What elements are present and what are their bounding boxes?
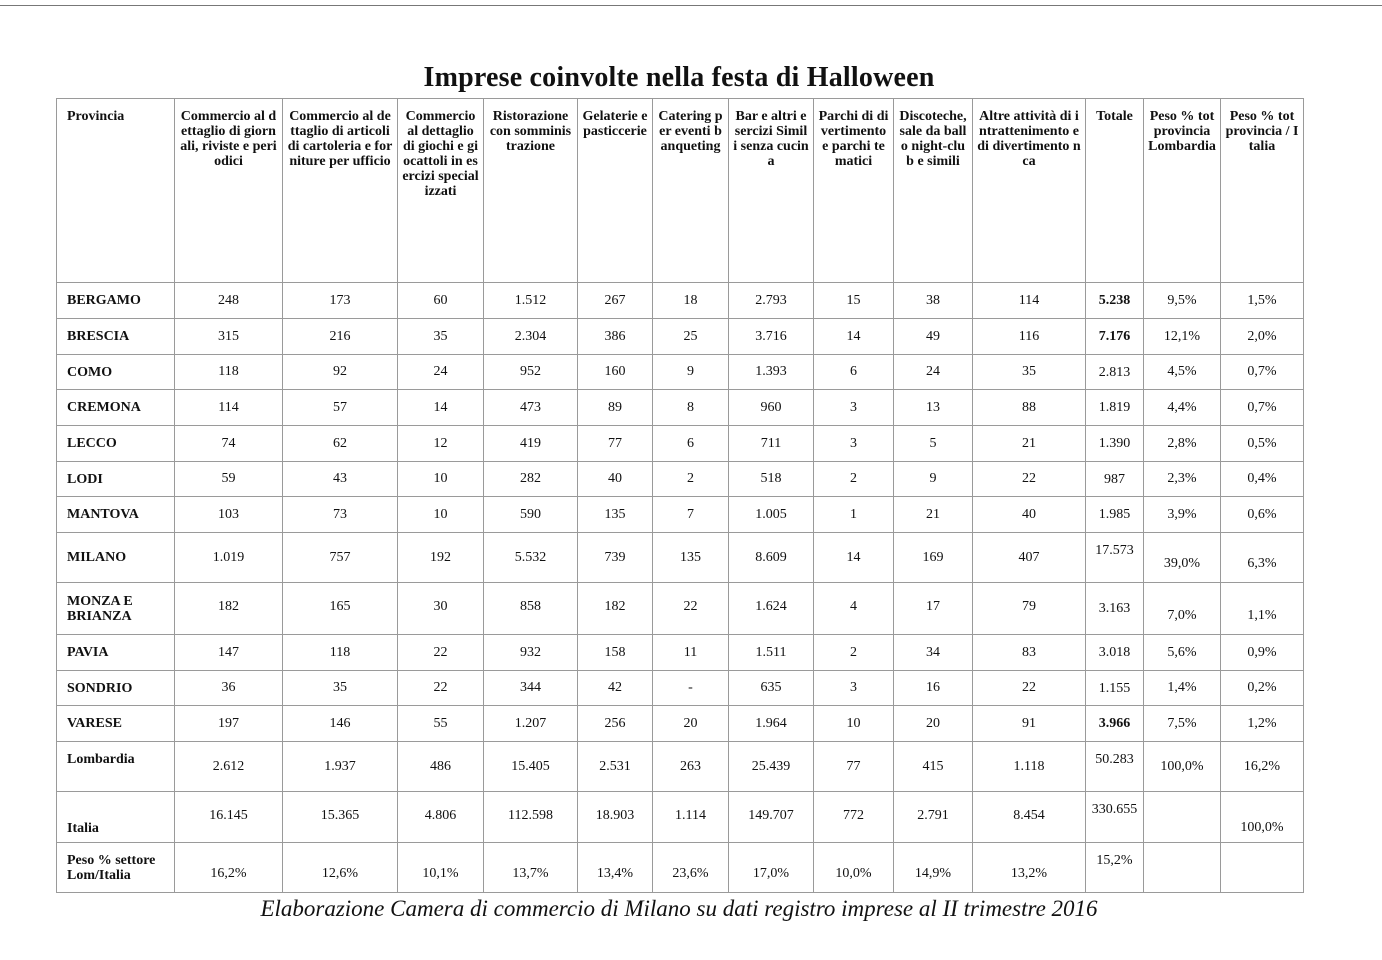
province-name: PAVIA [57, 635, 175, 671]
peso-italia-cell: 100,0% [1221, 792, 1304, 843]
table-cell: 2 [653, 462, 729, 497]
table-cell: 1.511 [729, 635, 814, 671]
table-cell: 2.612 [175, 742, 283, 792]
table-cell: 590 [484, 497, 578, 533]
table-cell: 344 [484, 671, 578, 706]
header-row [57, 99, 1304, 283]
table-cell: 13 [894, 390, 973, 426]
table-cell: 14 [398, 390, 484, 426]
table-cell: 10 [398, 462, 484, 497]
table-cell: 35 [973, 355, 1086, 390]
table-cell: 2 [814, 635, 894, 671]
table-cell: 62 [283, 426, 398, 462]
table-cell: - [653, 671, 729, 706]
table-cell: 15 [814, 283, 894, 319]
peso-italia-cell: 0,7% [1221, 390, 1304, 426]
table-cell: 4 [814, 583, 894, 635]
table-cell: 282 [484, 462, 578, 497]
table-cell: 118 [175, 355, 283, 390]
total-cell: 1.985 [1086, 497, 1144, 533]
table-cell: 88 [973, 390, 1086, 426]
table-cell: 5 [894, 426, 973, 462]
table-cell: 49 [894, 319, 973, 355]
table-cell: 35 [283, 671, 398, 706]
province-name: MILANO [57, 533, 175, 583]
table-cell: 160 [578, 355, 653, 390]
table-cell: 6 [653, 426, 729, 462]
table-cell: 739 [578, 533, 653, 583]
table-cell: 315 [175, 319, 283, 355]
col-header-giochi: Commercio al dettaglio di giochi e giocattoli in esercizi specializzati [398, 99, 484, 283]
table-cell: 8.454 [973, 792, 1086, 843]
province-name: BRESCIA [57, 319, 175, 355]
table-cell: 1.937 [283, 742, 398, 792]
table-cell: 59 [175, 462, 283, 497]
table-cell: 13,4% [578, 843, 653, 893]
table-cell: 18.903 [578, 792, 653, 843]
peso-lombardia-cell: 4,5% [1144, 355, 1221, 390]
peso-italia-cell: 0,9% [1221, 635, 1304, 671]
table-cell: 73 [283, 497, 398, 533]
province-name: VARESE [57, 706, 175, 742]
source-note: Elaborazione Camera di commercio di Milano su dati registro imprese al II trimestre 2016 [260, 896, 1098, 921]
table-cell: 10 [814, 706, 894, 742]
table-cell: 1 [814, 497, 894, 533]
peso-italia-cell: 16,2% [1221, 742, 1304, 792]
table-cell: 197 [175, 706, 283, 742]
top-rule [0, 5, 1382, 6]
peso-lombardia-cell: 2,3% [1144, 462, 1221, 497]
table-row [57, 283, 1304, 319]
peso-lombardia-cell: 12,1% [1144, 319, 1221, 355]
table-cell: 38 [894, 283, 973, 319]
table-cell: 25.439 [729, 742, 814, 792]
peso-lombardia-cell: 39,0% [1144, 533, 1221, 583]
col-header-giornali: Commercio al dettaglio di giornali, riviste e periodici [175, 99, 283, 283]
table-cell: 772 [814, 792, 894, 843]
table-cell: 112.598 [484, 792, 578, 843]
col-header-discoteche: Discoteche, sale da ballo night-club e simili [894, 99, 973, 283]
peso-italia-cell: 0,2% [1221, 671, 1304, 706]
table-cell: 415 [894, 742, 973, 792]
total-cell: 5.238 [1086, 283, 1144, 319]
peso-lombardia-cell: 5,6% [1144, 635, 1221, 671]
table-cell: 23,6% [653, 843, 729, 893]
table-cell: 16,2% [175, 843, 283, 893]
col-header-catering: Catering per eventi banqueting [653, 99, 729, 283]
table-cell: 182 [578, 583, 653, 635]
table-cell: 118 [283, 635, 398, 671]
col-header-bar: Bar e altri esercizi Simili senza cucina [729, 99, 814, 283]
table-cell: 5.532 [484, 533, 578, 583]
table-cell: 3 [814, 390, 894, 426]
table-cell: 24 [894, 355, 973, 390]
col-header-peso-italia: Peso % tot provincia / Italia [1221, 99, 1304, 283]
table-cell: 216 [283, 319, 398, 355]
table-cell: 21 [973, 426, 1086, 462]
table-row [57, 583, 1304, 635]
table-cell: 711 [729, 426, 814, 462]
table-cell: 77 [814, 742, 894, 792]
lombardia-row [57, 742, 1304, 792]
table-cell: 30 [398, 583, 484, 635]
table-cell: 8 [653, 390, 729, 426]
peso-lombardia-cell: 9,5% [1144, 283, 1221, 319]
table-cell: 1.005 [729, 497, 814, 533]
table-cell: 16 [894, 671, 973, 706]
table-cell: 173 [283, 283, 398, 319]
peso-italia-cell: 6,3% [1221, 533, 1304, 583]
peso-italia-cell: 1,1% [1221, 583, 1304, 635]
total-cell: 17.573 [1086, 533, 1144, 583]
peso-italia-cell [1221, 843, 1304, 893]
total-cell: 3.966 [1086, 706, 1144, 742]
table-cell: 35 [398, 319, 484, 355]
table-cell: 24 [398, 355, 484, 390]
table-cell: 386 [578, 319, 653, 355]
peso-italia-cell: 0,6% [1221, 497, 1304, 533]
table-cell: 165 [283, 583, 398, 635]
table-cell: 16.145 [175, 792, 283, 843]
table-cell: 34 [894, 635, 973, 671]
table-cell: 43 [283, 462, 398, 497]
table-cell: 6 [814, 355, 894, 390]
table-cell: 20 [653, 706, 729, 742]
table-cell: 114 [175, 390, 283, 426]
total-cell: 1.819 [1086, 390, 1144, 426]
col-header-provincia: Provincia [57, 99, 175, 283]
total-cell: 3.018 [1086, 635, 1144, 671]
table-row [57, 706, 1304, 742]
table-row [57, 319, 1304, 355]
table-cell: 10,0% [814, 843, 894, 893]
peso-lombardia-cell: 100,0% [1144, 742, 1221, 792]
table-cell: 263 [653, 742, 729, 792]
table-row [57, 426, 1304, 462]
table-cell: 158 [578, 635, 653, 671]
table-cell: 169 [894, 533, 973, 583]
table-cell: 135 [653, 533, 729, 583]
table-cell: 135 [578, 497, 653, 533]
table-cell: 91 [973, 706, 1086, 742]
table-cell: 1.393 [729, 355, 814, 390]
table-cell: 22 [398, 635, 484, 671]
table-cell: 3 [814, 426, 894, 462]
col-header-ristorazione: Ristorazione con somministrazione [484, 99, 578, 283]
table-cell: 83 [973, 635, 1086, 671]
table-cell: 3.716 [729, 319, 814, 355]
table-cell: 60 [398, 283, 484, 319]
table-cell: 20 [894, 706, 973, 742]
province-name: LECCO [57, 426, 175, 462]
table-row [57, 390, 1304, 426]
table-cell: 25 [653, 319, 729, 355]
table-cell: 7 [653, 497, 729, 533]
table-cell: 473 [484, 390, 578, 426]
col-header-totale: Totale [1086, 99, 1144, 283]
province-name: Italia [57, 792, 175, 843]
total-cell: 1.390 [1086, 426, 1144, 462]
province-name: COMO [57, 355, 175, 390]
table-cell: 116 [973, 319, 1086, 355]
table-cell: 2.304 [484, 319, 578, 355]
table-cell: 74 [175, 426, 283, 462]
table-cell: 858 [484, 583, 578, 635]
province-name: MANTOVA [57, 497, 175, 533]
table-cell: 1.964 [729, 706, 814, 742]
table-cell: 146 [283, 706, 398, 742]
table-cell: 14,9% [894, 843, 973, 893]
table-cell: 17,0% [729, 843, 814, 893]
table-cell: 92 [283, 355, 398, 390]
table-cell: 1.118 [973, 742, 1086, 792]
peso-lombardia-cell: 7,5% [1144, 706, 1221, 742]
table-cell: 114 [973, 283, 1086, 319]
table-cell: 21 [894, 497, 973, 533]
table-cell: 407 [973, 533, 1086, 583]
peso-italia-cell: 0,5% [1221, 426, 1304, 462]
table-cell: 12 [398, 426, 484, 462]
province-name: Lombardia [57, 742, 175, 792]
table-body [57, 283, 1304, 893]
peso-italia-cell: 0,4% [1221, 462, 1304, 497]
table-cell: 22 [973, 671, 1086, 706]
province-name: BERGAMO [57, 283, 175, 319]
peso-lombardia-cell [1144, 792, 1221, 843]
table-cell: 149.707 [729, 792, 814, 843]
table-cell: 10,1% [398, 843, 484, 893]
table-cell: 1.624 [729, 583, 814, 635]
table-cell: 40 [973, 497, 1086, 533]
table-cell: 486 [398, 742, 484, 792]
total-cell: 330.655 [1086, 792, 1144, 843]
table-cell: 147 [175, 635, 283, 671]
table-cell: 13,2% [973, 843, 1086, 893]
table-cell: 22 [653, 583, 729, 635]
province-name: Peso % settore Lom/Italia [57, 843, 175, 893]
table-cell: 1.207 [484, 706, 578, 742]
table-row [57, 533, 1304, 583]
peso-italia-cell: 1,5% [1221, 283, 1304, 319]
table-cell: 103 [175, 497, 283, 533]
col-header-gelaterie: Gelaterie e pasticcerie [578, 99, 653, 283]
table-cell: 15.405 [484, 742, 578, 792]
table-cell: 9 [653, 355, 729, 390]
province-name: MONZA E BRIANZA [57, 583, 175, 635]
table-cell: 1.019 [175, 533, 283, 583]
peso-lombardia-cell: 7,0% [1144, 583, 1221, 635]
table-cell: 89 [578, 390, 653, 426]
table-cell: 192 [398, 533, 484, 583]
table-cell: 9 [894, 462, 973, 497]
table-cell: 518 [729, 462, 814, 497]
col-header-parchi: Parchi di divertimento e parchi tematici [814, 99, 894, 283]
province-name: CREMONA [57, 390, 175, 426]
table-cell: 79 [973, 583, 1086, 635]
table-cell: 55 [398, 706, 484, 742]
peso-italia-cell: 1,2% [1221, 706, 1304, 742]
table-cell: 15.365 [283, 792, 398, 843]
col-header-altre-attivita: Altre attività di intrattenimento e di divertimento nca [973, 99, 1086, 283]
italia-row [57, 792, 1304, 843]
peso-settore-row [57, 843, 1304, 893]
table-cell: 57 [283, 390, 398, 426]
halloween-table [56, 98, 1304, 893]
total-cell: 15,2% [1086, 843, 1144, 893]
table-cell: 757 [283, 533, 398, 583]
table-row [57, 671, 1304, 706]
col-header-peso-lombardia: Peso % tot provincia Lombardia [1144, 99, 1221, 283]
total-cell: 50.283 [1086, 742, 1144, 792]
table-cell: 635 [729, 671, 814, 706]
peso-lombardia-cell: 3,9% [1144, 497, 1221, 533]
table-cell: 2.793 [729, 283, 814, 319]
peso-italia-cell: 2,0% [1221, 319, 1304, 355]
table-cell: 8.609 [729, 533, 814, 583]
table-cell: 18 [653, 283, 729, 319]
peso-lombardia-cell: 2,8% [1144, 426, 1221, 462]
page-title: Imprese coinvolte nella festa di Halloween [423, 62, 935, 93]
table-row [57, 462, 1304, 497]
table-cell: 22 [973, 462, 1086, 497]
table-cell: 182 [175, 583, 283, 635]
total-cell: 3.163 [1086, 583, 1144, 635]
table-cell: 419 [484, 426, 578, 462]
table-cell: 248 [175, 283, 283, 319]
province-name: LODI [57, 462, 175, 497]
total-cell: 7.176 [1086, 319, 1144, 355]
table-row [57, 355, 1304, 390]
table-cell: 22 [398, 671, 484, 706]
table-cell: 14 [814, 533, 894, 583]
table-cell: 256 [578, 706, 653, 742]
table-cell: 2.531 [578, 742, 653, 792]
table-cell: 11 [653, 635, 729, 671]
table-cell: 4.806 [398, 792, 484, 843]
total-cell: 987 [1086, 462, 1144, 497]
total-cell: 2.813 [1086, 355, 1144, 390]
peso-lombardia-cell [1144, 843, 1221, 893]
table-cell: 960 [729, 390, 814, 426]
table-cell: 42 [578, 671, 653, 706]
table-cell: 932 [484, 635, 578, 671]
table-cell: 2 [814, 462, 894, 497]
table-row [57, 497, 1304, 533]
table-cell: 13,7% [484, 843, 578, 893]
table-cell: 14 [814, 319, 894, 355]
col-header-cartoleria: Commercio al dettaglio di articoli di cartoleria e forniture per ufficio [283, 99, 398, 283]
table-cell: 952 [484, 355, 578, 390]
table-cell: 1.114 [653, 792, 729, 843]
table-cell: 2.791 [894, 792, 973, 843]
table-cell: 267 [578, 283, 653, 319]
table-cell: 10 [398, 497, 484, 533]
table-cell: 77 [578, 426, 653, 462]
province-name: SONDRIO [57, 671, 175, 706]
peso-lombardia-cell: 4,4% [1144, 390, 1221, 426]
total-cell: 1.155 [1086, 671, 1144, 706]
table-cell: 3 [814, 671, 894, 706]
peso-lombardia-cell: 1,4% [1144, 671, 1221, 706]
table-cell: 36 [175, 671, 283, 706]
table-cell: 1.512 [484, 283, 578, 319]
peso-italia-cell: 0,7% [1221, 355, 1304, 390]
table-cell: 17 [894, 583, 973, 635]
table-cell: 12,6% [283, 843, 398, 893]
table-cell: 40 [578, 462, 653, 497]
table-row [57, 635, 1304, 671]
